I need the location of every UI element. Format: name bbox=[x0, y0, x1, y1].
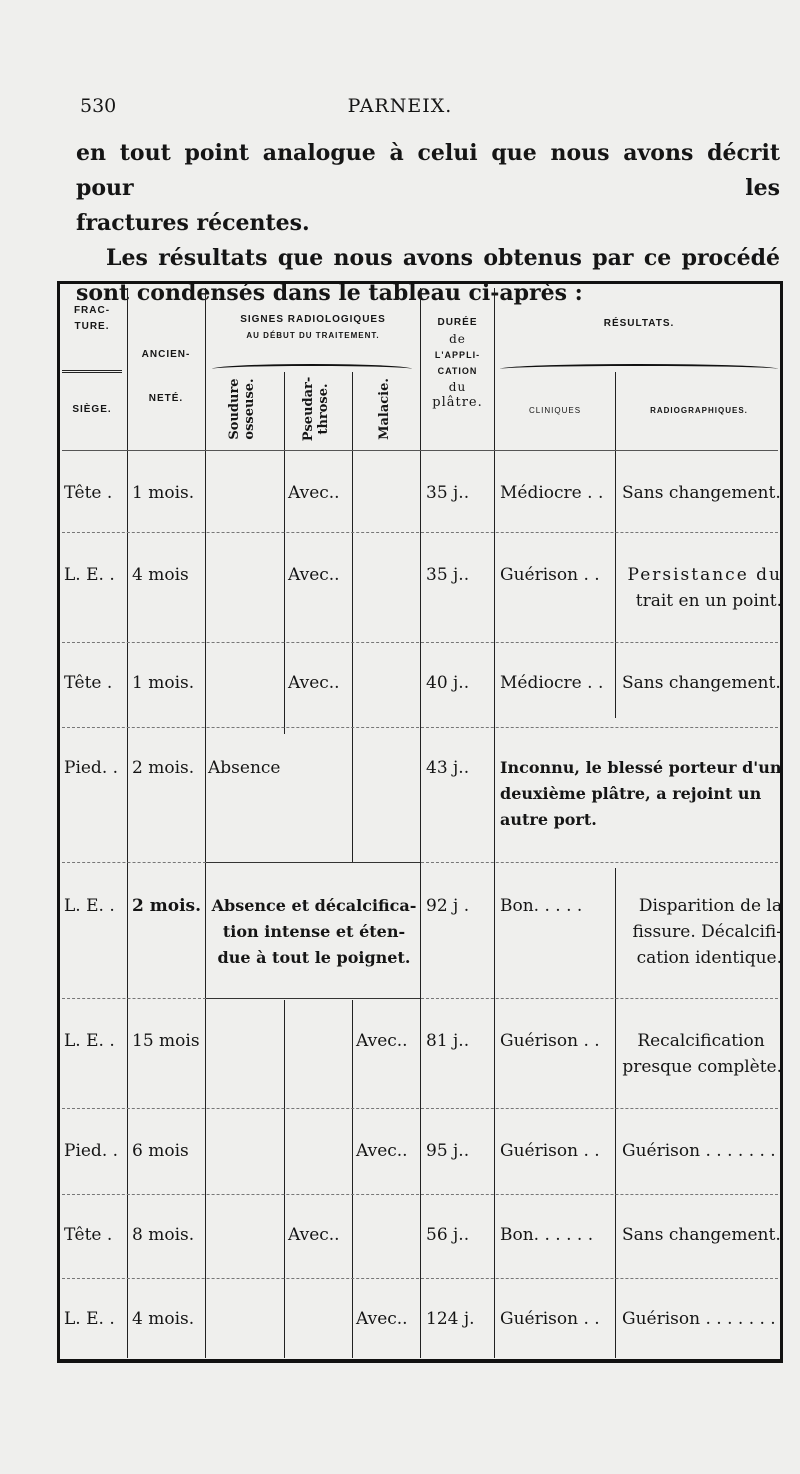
row4-result: Inconnu, le blessé porteur d'un deuxième plâtre, a rejoint un autre port. bbox=[500, 758, 782, 829]
row7-anciennete: 6 mois bbox=[132, 1141, 189, 1161]
row2-pseudarthrose: Avec.. bbox=[288, 565, 340, 585]
row-divider bbox=[421, 998, 778, 999]
row1-clinique: Médiocre . . bbox=[500, 483, 604, 503]
row5-duree: 92 j . bbox=[426, 896, 470, 916]
row6-anciennete: 15 mois bbox=[132, 1031, 200, 1051]
header-fracture: FRAC- TURE. bbox=[73, 305, 111, 332]
page-number: 530 bbox=[80, 95, 117, 117]
row4-duree: 43 j.. bbox=[426, 758, 470, 778]
row8-anciennete: 8 mois. bbox=[132, 1225, 195, 1245]
header-radiographiques: RADIOGRAPHIQUES. bbox=[650, 406, 748, 415]
row3-clinique: Médiocre . . bbox=[500, 673, 604, 693]
header-malacie: Malacie. bbox=[377, 378, 392, 440]
row2-clinique: Guérison . . bbox=[500, 565, 600, 585]
intro-line: Les résultats que nous avons obtenus par ce procédé bbox=[106, 245, 780, 271]
header-brace bbox=[500, 364, 778, 374]
row7-radio: Guérison . . . . . . . bbox=[622, 1141, 776, 1161]
row2-siege: L. E. . bbox=[64, 565, 115, 585]
row1-duree: 35 j.. bbox=[426, 483, 470, 503]
row-divider bbox=[62, 1108, 778, 1109]
row5-siege: L. E. . bbox=[64, 896, 115, 916]
col-divider bbox=[615, 868, 616, 1358]
header-cliniques: CLINIQUES bbox=[528, 406, 582, 415]
col-divider bbox=[284, 1000, 285, 1358]
intro-line: en tout point analogue à celui que nous avons décrit pour les bbox=[76, 140, 780, 201]
header-soudure: Soudure osseuse. bbox=[227, 378, 257, 440]
row2-anciennete: 4 mois bbox=[132, 565, 189, 585]
row6-clinique: Guérison . . bbox=[500, 1031, 600, 1051]
row-divider bbox=[62, 727, 778, 728]
header-pseudarthrose: Pseudar- throse. bbox=[301, 376, 331, 442]
col-divider bbox=[615, 372, 616, 718]
row7-siege: Pied. . bbox=[64, 1141, 119, 1161]
header-signes: SIGNES RADIOLOGIQUES AU DÉBUT DU TRAITEMENT. bbox=[240, 314, 386, 340]
intro-line: sont condensés dans le tableau ci-après : bbox=[76, 280, 583, 306]
row7-malacie: Avec.. bbox=[356, 1141, 408, 1161]
row4-soudure: Absence bbox=[208, 758, 281, 778]
col-divider bbox=[352, 1000, 353, 1358]
row1-radio: Sans changement. bbox=[622, 483, 781, 503]
row8-clinique: Bon. . . . . . bbox=[500, 1225, 594, 1245]
row9-radio: Guérison . . . . . . . bbox=[622, 1309, 776, 1329]
row3-radio: Sans changement. bbox=[622, 673, 781, 693]
row1-siege: Tête . bbox=[64, 483, 113, 503]
row8-siege: Tête . bbox=[64, 1225, 113, 1245]
row9-duree: 124 j. bbox=[426, 1309, 475, 1329]
row9-malacie: Avec.. bbox=[356, 1309, 408, 1329]
row-divider bbox=[62, 1194, 778, 1195]
row1-pseudarthrose: Avec.. bbox=[288, 483, 340, 503]
row-divider bbox=[62, 998, 206, 999]
row3-siege: Tête . bbox=[64, 673, 113, 693]
header-anciennete: ANCIEN- NETÉ. bbox=[141, 349, 191, 404]
row3-duree: 40 j.. bbox=[426, 673, 470, 693]
row4-anciennete: 2 mois. bbox=[132, 758, 195, 778]
row-divider bbox=[206, 998, 420, 999]
row-divider bbox=[62, 862, 206, 863]
header-bottom-rule bbox=[62, 450, 778, 451]
row1-anciennete: 1 mois. bbox=[132, 483, 195, 503]
row-divider bbox=[206, 862, 420, 863]
row8-duree: 56 j.. bbox=[426, 1225, 470, 1245]
row-divider bbox=[62, 642, 778, 643]
intro-line: fractures récentes. bbox=[76, 210, 310, 236]
running-head: PARNEIX. bbox=[347, 95, 453, 117]
col-divider bbox=[420, 288, 421, 1358]
row5-radio: Disparition de la fissure. Décalcifi- cation identique. bbox=[632, 896, 782, 968]
row7-clinique: Guérison . . bbox=[500, 1141, 600, 1161]
row-divider bbox=[62, 1278, 778, 1279]
header-resultats: RÉSULTATS. bbox=[603, 318, 675, 329]
row6-siege: L. E. . bbox=[64, 1031, 115, 1051]
row6-radio: Recalcification presque complète. bbox=[622, 1031, 782, 1077]
row2-duree: 35 j.. bbox=[426, 565, 470, 585]
row5-clinique: Bon. . . . . bbox=[500, 896, 583, 916]
row4-siege: Pied. . bbox=[64, 758, 119, 778]
row8-pseudarthrose: Avec.. bbox=[288, 1225, 340, 1245]
col-divider bbox=[284, 372, 285, 734]
row5-anciennete: 2 mois. bbox=[132, 896, 202, 916]
row-divider bbox=[421, 862, 778, 863]
row-divider bbox=[62, 532, 778, 533]
row6-malacie: Avec.. bbox=[356, 1031, 408, 1051]
col-divider bbox=[352, 372, 353, 862]
row9-siege: L. E. . bbox=[64, 1309, 115, 1329]
header-siege: SIÈGE. bbox=[72, 404, 112, 415]
row5-signes: Absence et décalcifica- tion intense et éten- due à tout le poignet. bbox=[211, 896, 417, 967]
row7-duree: 95 j.. bbox=[426, 1141, 470, 1161]
row9-anciennete: 4 mois. bbox=[132, 1309, 195, 1329]
row9-clinique: Guérison . . bbox=[500, 1309, 600, 1329]
col-divider bbox=[127, 288, 128, 1358]
row3-anciennete: 1 mois. bbox=[132, 673, 195, 693]
col-divider bbox=[205, 288, 206, 1358]
row6-duree: 81 j.. bbox=[426, 1031, 470, 1051]
header-rule bbox=[62, 370, 122, 373]
row3-pseudarthrose: Avec.. bbox=[288, 673, 340, 693]
header-duree: DURÉE de L'APPLI- CATION du plâtre. bbox=[432, 317, 483, 410]
row8-radio: Sans changement. bbox=[622, 1225, 781, 1245]
row2-radio: Persistance du trait en un point. bbox=[627, 565, 782, 611]
col-divider bbox=[494, 288, 495, 1358]
